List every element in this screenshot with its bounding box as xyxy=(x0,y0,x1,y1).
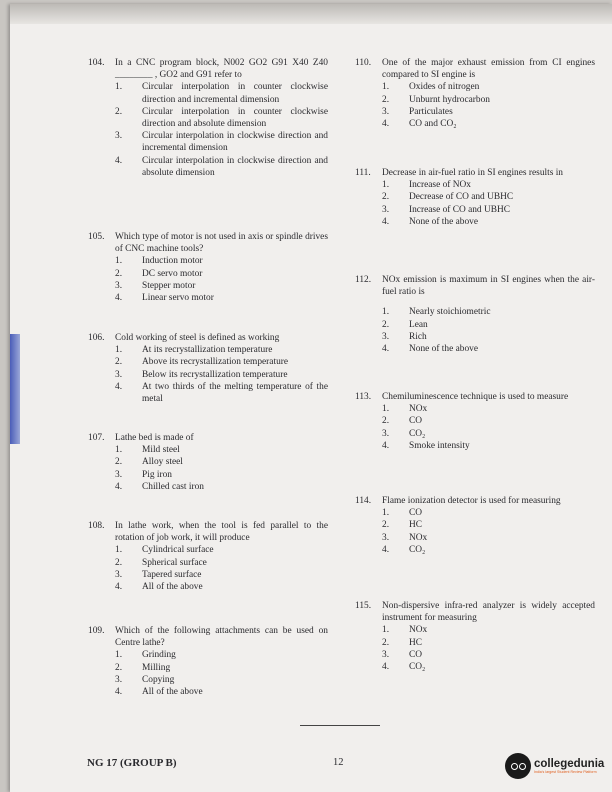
question-text: Flame ionization detector is used for measuring xyxy=(382,496,561,506)
option-text: NOx xyxy=(409,625,428,636)
option xyxy=(115,649,328,661)
option xyxy=(382,532,595,544)
question-108 xyxy=(88,520,328,593)
option xyxy=(115,569,328,581)
option-text: Lean xyxy=(409,319,428,330)
option-number: 4. xyxy=(382,216,390,227)
option-text: CO xyxy=(409,416,423,427)
question-112 xyxy=(355,274,595,355)
option xyxy=(382,343,595,355)
option-number: 2. xyxy=(115,106,123,117)
option xyxy=(382,191,595,203)
option-number: 1. xyxy=(115,256,123,267)
option-number: 3. xyxy=(382,106,390,117)
option-text: Tapered surface xyxy=(142,569,202,580)
option-text: HC xyxy=(409,520,423,531)
option-number: 4. xyxy=(115,582,123,593)
option xyxy=(382,94,595,106)
option-number: 1. xyxy=(115,345,123,356)
option-number: 3. xyxy=(115,131,123,142)
option-text: Increase of CO and UBHC xyxy=(409,204,511,215)
option-number: 3. xyxy=(382,532,390,543)
option xyxy=(115,280,328,292)
question-109 xyxy=(88,625,328,698)
option-number: 1. xyxy=(382,307,390,318)
option-text: Increase of NOx xyxy=(409,180,471,191)
option-number: 1. xyxy=(115,545,123,556)
question-number: 109. xyxy=(88,626,105,636)
option xyxy=(115,255,328,267)
option xyxy=(115,81,328,105)
option-text: Stepper motor xyxy=(142,280,196,291)
option-text: Milling xyxy=(142,662,171,673)
option xyxy=(115,268,328,280)
option-number: 2. xyxy=(382,520,390,531)
option-number: 2. xyxy=(115,357,123,368)
option-text: CO₂ xyxy=(409,428,426,439)
option-text: Chilled cast iron xyxy=(142,481,204,492)
option-text: CO₂ xyxy=(409,544,426,555)
question-107 xyxy=(88,432,328,493)
option xyxy=(382,319,595,331)
option xyxy=(115,581,328,593)
question-text: Lathe bed is made of xyxy=(115,433,194,443)
option xyxy=(382,519,595,531)
option-number: 2. xyxy=(115,457,123,468)
question-text: In a CNC program block, N002 GO2 G91 X40 Z40 ________ , GO2 and G91 refer to xyxy=(115,58,328,81)
option xyxy=(382,661,595,673)
option-text: Smoke intensity xyxy=(409,440,470,451)
question-number: 107. xyxy=(88,433,105,443)
collegedunia-logo-icon xyxy=(505,753,531,779)
question-number: 112. xyxy=(355,275,372,285)
option xyxy=(115,155,328,179)
option xyxy=(382,544,595,556)
option xyxy=(115,674,328,686)
watermark-text xyxy=(534,758,604,774)
option xyxy=(382,306,595,318)
collegedunia-watermark xyxy=(505,746,609,786)
option-number: 3. xyxy=(382,204,390,215)
question-105 xyxy=(88,231,328,304)
option-number: 1. xyxy=(115,82,123,93)
watermark-brand: collegedunia xyxy=(534,758,605,770)
option xyxy=(115,481,328,493)
option-number: 3. xyxy=(115,369,123,380)
question-text: Which type of motor is not used in axis or spindle drives of CNC machine tools? xyxy=(115,232,328,255)
option-text: Copying xyxy=(142,674,175,685)
option-number: 4. xyxy=(115,687,123,698)
question-text: One of the major exhaust emission from CI engines compared to SI engine is xyxy=(382,58,595,81)
option-text: HC xyxy=(409,637,423,648)
option xyxy=(115,469,328,481)
option xyxy=(382,428,595,440)
option-number: 1. xyxy=(115,445,123,456)
option-text: At two thirds of the melting temperature of the metal xyxy=(142,381,328,405)
question-111 xyxy=(355,167,595,228)
option-number: 3. xyxy=(382,649,390,660)
end-divider xyxy=(300,725,380,726)
option-number: 1. xyxy=(382,508,390,519)
option xyxy=(115,344,328,356)
question-number: 105. xyxy=(88,232,105,242)
option-number: 2. xyxy=(115,557,123,568)
question-number: 113. xyxy=(355,392,372,402)
option xyxy=(115,106,328,130)
option-text: Cylindrical surface xyxy=(142,545,214,556)
option xyxy=(382,649,595,661)
option xyxy=(382,81,595,93)
option-text: Induction motor xyxy=(142,256,203,267)
option xyxy=(382,440,595,452)
option-text: At its recrystallization temperature xyxy=(142,345,273,356)
option-text: Below its recrystallization temperature xyxy=(142,369,288,380)
option xyxy=(382,118,595,130)
option-text: Above its recrystallization temperature xyxy=(142,357,289,368)
option-text: Grinding xyxy=(142,650,176,661)
option-text: All of the above xyxy=(142,582,203,593)
option-text: CO and CO₂ xyxy=(409,119,457,130)
option-number: 3. xyxy=(382,428,390,439)
option xyxy=(115,292,328,304)
question-number: 114. xyxy=(355,496,372,506)
option-text: Nearly stoichiometric xyxy=(409,307,491,318)
question-number: 110. xyxy=(355,58,372,68)
question-text: Which of the following attachments can be used on Centre lathe? xyxy=(115,626,328,649)
option-text: NOx xyxy=(409,532,428,543)
option xyxy=(382,216,595,228)
option-number: 2. xyxy=(382,94,390,105)
option-text: Particulates xyxy=(409,106,453,117)
watermark-tagline: India's largest Student Review Platform xyxy=(534,770,597,774)
question-text: In lathe work, when the tool is fed parallel to the rotation of job work, it will produce xyxy=(115,521,328,544)
option-number: 4. xyxy=(115,155,123,166)
option xyxy=(115,381,328,405)
option-text: Circular interpolation in counter clockwise direction and absolute dimension xyxy=(142,106,328,130)
option-number: 2. xyxy=(382,416,390,427)
option-text: Circular interpolation in clockwise direction and absolute dimension xyxy=(142,155,328,178)
option xyxy=(115,130,328,154)
option xyxy=(115,686,328,698)
option xyxy=(115,356,328,368)
question-number: 111. xyxy=(355,168,371,178)
option-number: 2. xyxy=(382,637,390,648)
option-number: 1. xyxy=(382,82,390,93)
question-number: 115. xyxy=(355,601,372,611)
option-text: CO xyxy=(409,649,423,660)
question-text: Cold working of steel is defined as working xyxy=(115,333,280,343)
option-text: Circular interpolation in counter clockwise direction and incremental dimension xyxy=(142,82,328,105)
question-number: 106. xyxy=(88,333,105,343)
option-number: 4. xyxy=(382,119,390,130)
question-number: 104. xyxy=(88,58,105,68)
option-text: Mild steel xyxy=(142,445,180,456)
option-number: 2. xyxy=(382,319,390,330)
option-number: 4. xyxy=(115,481,123,492)
option-number: 3. xyxy=(115,569,123,580)
question-text: Chemiluminescence technique is used to measure xyxy=(382,392,569,402)
option-text: Alloy steel xyxy=(142,457,183,468)
option xyxy=(115,662,328,674)
question-106 xyxy=(88,332,328,405)
option-number: 2. xyxy=(115,662,123,673)
option xyxy=(115,456,328,468)
paper-code: NG 17 (GROUP B) xyxy=(87,757,177,769)
option-number: 1. xyxy=(382,625,390,636)
question-text: Non-dispersive infra-red analyzer is widely accepted instrument for measuring xyxy=(382,601,595,624)
option-text: Spherical surface xyxy=(142,557,207,568)
option xyxy=(382,415,595,427)
option-text: All of the above xyxy=(142,687,203,698)
option xyxy=(382,637,595,649)
option-number: 3. xyxy=(115,674,123,685)
question-110 xyxy=(355,57,595,130)
question-115 xyxy=(355,600,595,673)
question-114 xyxy=(355,495,595,556)
question-text: Decrease in air-fuel ratio in SI engines results in xyxy=(382,168,563,178)
question-113 xyxy=(355,391,595,452)
option-number: 2. xyxy=(382,192,390,203)
option-number: 3. xyxy=(115,469,123,480)
option-number: 1. xyxy=(115,650,123,661)
option-text: Circular interpolation in clockwise direction and incremental dimension xyxy=(142,131,328,154)
option-text: None of the above xyxy=(409,344,478,355)
option-number: 4. xyxy=(115,293,123,304)
option xyxy=(115,557,328,569)
option xyxy=(115,369,328,381)
option-text: CO₂ xyxy=(409,662,426,673)
question-text: NOx emission is maximum in SI engines when the air-fuel ratio is xyxy=(382,275,595,298)
option-number: 3. xyxy=(115,280,123,291)
option xyxy=(382,403,595,415)
option-text: DC servo motor xyxy=(142,268,203,279)
option-text: Decrease of CO and UBHC xyxy=(409,192,514,203)
question-number: 108. xyxy=(88,521,105,531)
option-text: None of the above xyxy=(409,216,478,227)
option-text: CO xyxy=(409,508,423,519)
page-number: 12 xyxy=(333,757,344,768)
option-text: Linear servo motor xyxy=(142,293,214,304)
option-text: Oxides of nitrogen xyxy=(409,82,480,93)
option-number: 4. xyxy=(382,440,390,451)
option-number: 1. xyxy=(382,180,390,191)
option-number: 4. xyxy=(382,662,390,673)
option-text: Rich xyxy=(409,331,427,342)
option-number: 1. xyxy=(382,404,390,415)
option xyxy=(382,106,595,118)
option xyxy=(382,179,595,191)
option xyxy=(382,204,595,216)
option xyxy=(382,624,595,636)
option xyxy=(115,444,328,456)
option xyxy=(382,507,595,519)
option-text: Pig iron xyxy=(142,469,172,480)
option-text: NOx xyxy=(409,404,428,415)
scan-shadow-band xyxy=(10,4,612,24)
option-number: 2. xyxy=(115,268,123,279)
option-text: Unburnt hydrocarbon xyxy=(409,94,490,105)
question-104 xyxy=(88,57,328,179)
option xyxy=(382,331,595,343)
page-edge-tab xyxy=(10,334,20,444)
option-number: 4. xyxy=(382,544,390,555)
option xyxy=(115,544,328,556)
option-number: 3. xyxy=(382,331,390,342)
option-number: 4. xyxy=(115,381,123,392)
option-number: 4. xyxy=(382,344,390,355)
